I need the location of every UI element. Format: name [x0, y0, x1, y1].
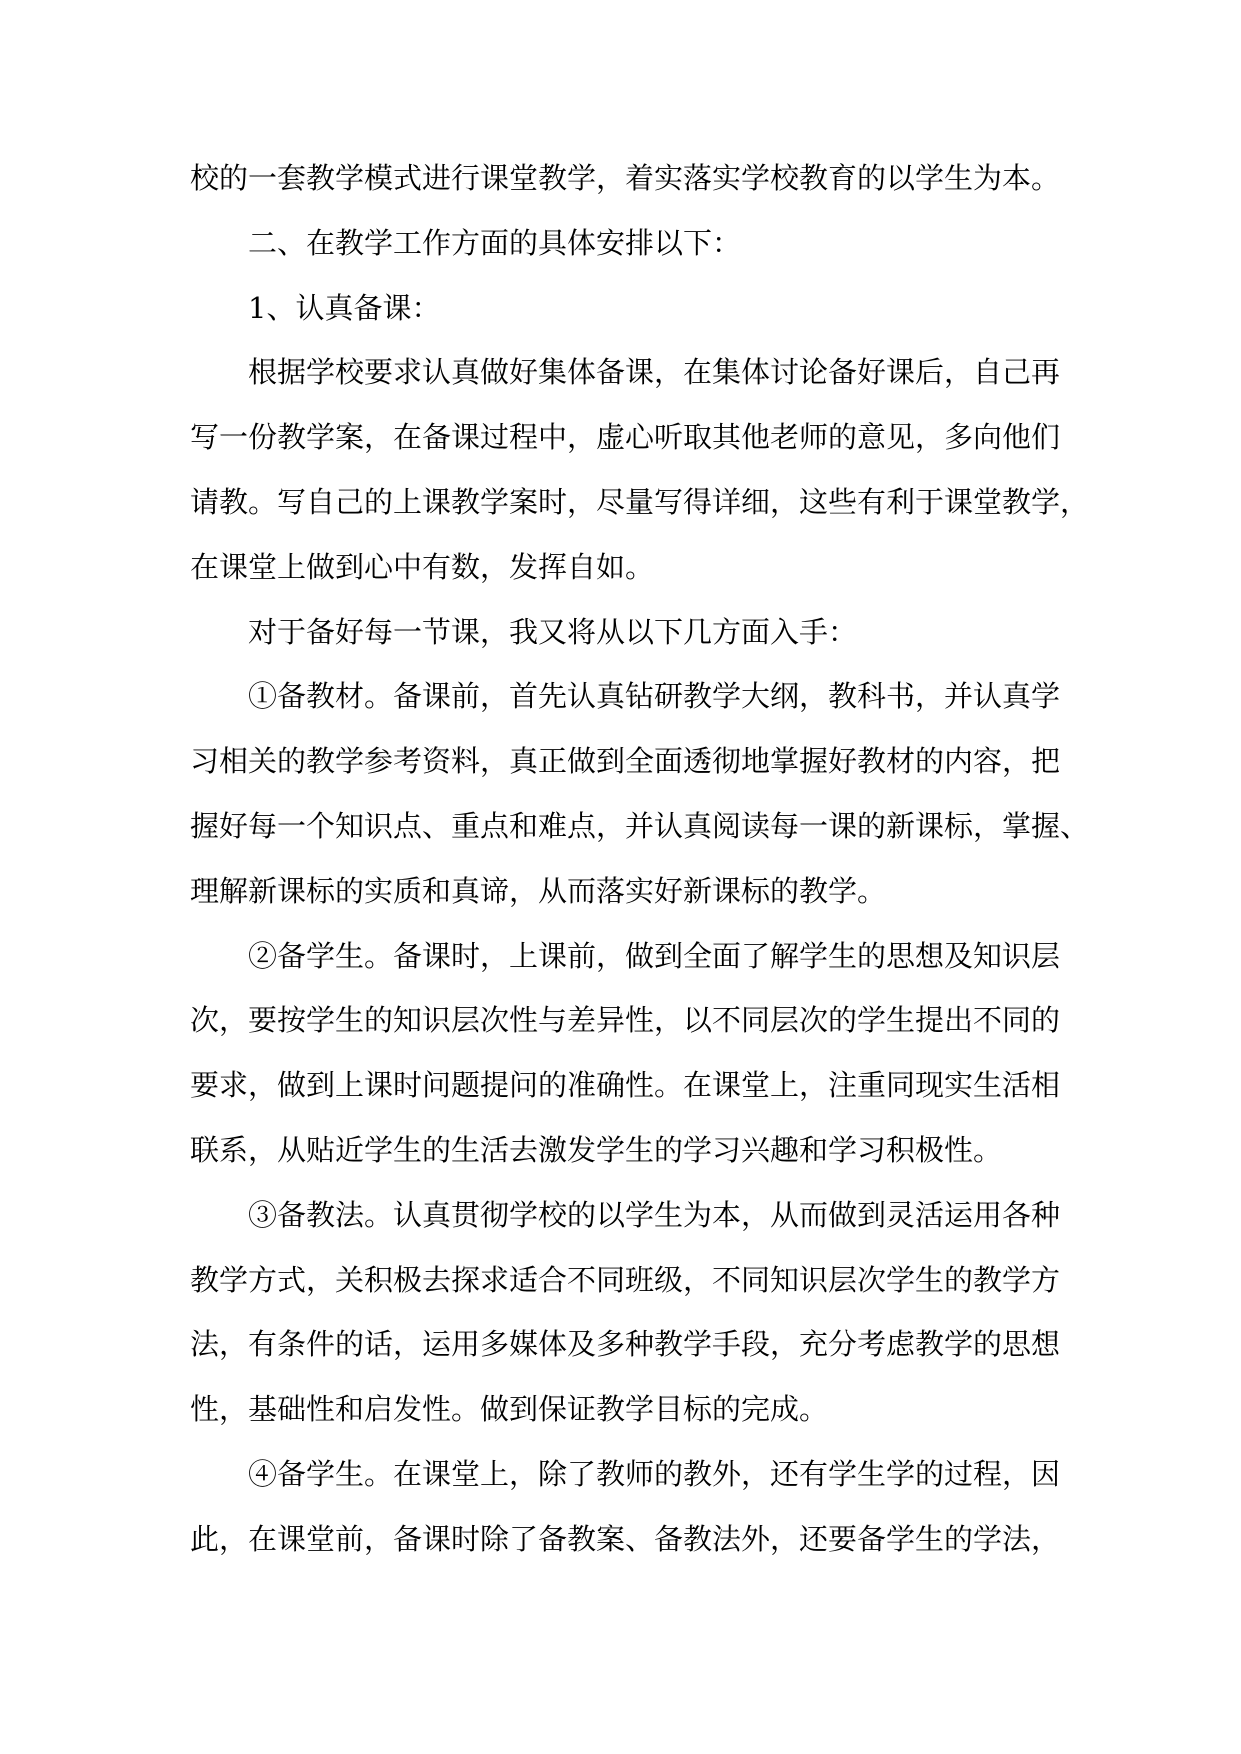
paragraph-prep-materials-line-1: ①备教材。备课前，首先认真钻研教学大纲，教科书，并认真学 [248, 679, 1061, 714]
paragraph-prep-learning-line-2: 此，在课堂前，备课时除了备教案、备教法外，还要备学生的学法， [190, 1521, 1061, 1556]
paragraph-prep-methods-line-2: 教学方式，关积极去探求适合不同班级，不同知识层次学生的教学方 [190, 1262, 1061, 1297]
paragraph-prep-students-line-2: 次，要按学生的知识层次性与差异性，以不同层次的学生提出不同的 [190, 1003, 1061, 1038]
paragraph-collective-prep-line-1: 根据学校要求认真做好集体备课，在集体讨论备好课后，自己再 [248, 355, 1061, 390]
paragraph-collective-prep-line-2: 写一份教学案，在备课过程中，虚心听取其他老师的意见，多向他们 [190, 420, 1061, 455]
paragraph-prep-methods-line-4: 性，基础性和启发性。做到保证教学目标的完成。 [190, 1392, 829, 1427]
paragraph-each-lesson-intro: 对于备好每一节课，我又将从以下几方面入手： [248, 614, 858, 649]
paragraph-collective-prep-line-3: 请教。写自己的上课教学案时，尽量写得详细，这些有利于课堂教学， [190, 484, 1090, 519]
paragraph-prep-materials-line-3: 握好每一个知识点、重点和难点，并认真阅读每一课的新课标，掌握、 [190, 808, 1090, 843]
section-heading: 二、在教学工作方面的具体安排以下： [248, 225, 742, 260]
paragraph-prep-materials-line-4: 理解新课标的实质和真谛，从而落实好新课标的教学。 [190, 873, 887, 908]
paragraph-collective-prep-line-4: 在课堂上做到心中有数，发挥自如。 [190, 549, 655, 584]
document-body [190, 160, 1090, 1586]
paragraph-prep-students-line-4: 联系，从贴近学生的生活去激发学生的学习兴趣和学习积极性。 [190, 1132, 1003, 1167]
paragraph-prep-students-line-3: 要求，做到上课时问题提问的准确性。在课堂上，注重同现实生活相 [190, 1068, 1061, 1103]
paragraph-prep-students-line-1: ②备学生。备课时，上课前，做到全面了解学生的思想及知识层 [248, 938, 1061, 973]
paragraph-prep-methods-line-1: ③备教法。认真贯彻学校的以学生为本，从而做到灵活运用各种 [248, 1197, 1061, 1232]
paragraph-prep-methods-line-3: 法，有条件的话，运用多媒体及多种教学手段，充分考虑教学的思想 [190, 1327, 1061, 1362]
paragraph-prep-learning-line-1: ④备学生。在课堂上，除了教师的教外，还有学生学的过程，因 [248, 1456, 1061, 1491]
paragraph-continuation-line-1: 校的一套教学模式进行课堂教学，着实落实学校教育的以学生为本。 [190, 161, 1061, 195]
item-heading: 1、认真备课： [248, 290, 441, 325]
paragraph-prep-materials-line-2: 习相关的教学参考资料，真正做到全面透彻地掌握好教材的内容，把 [190, 744, 1061, 779]
